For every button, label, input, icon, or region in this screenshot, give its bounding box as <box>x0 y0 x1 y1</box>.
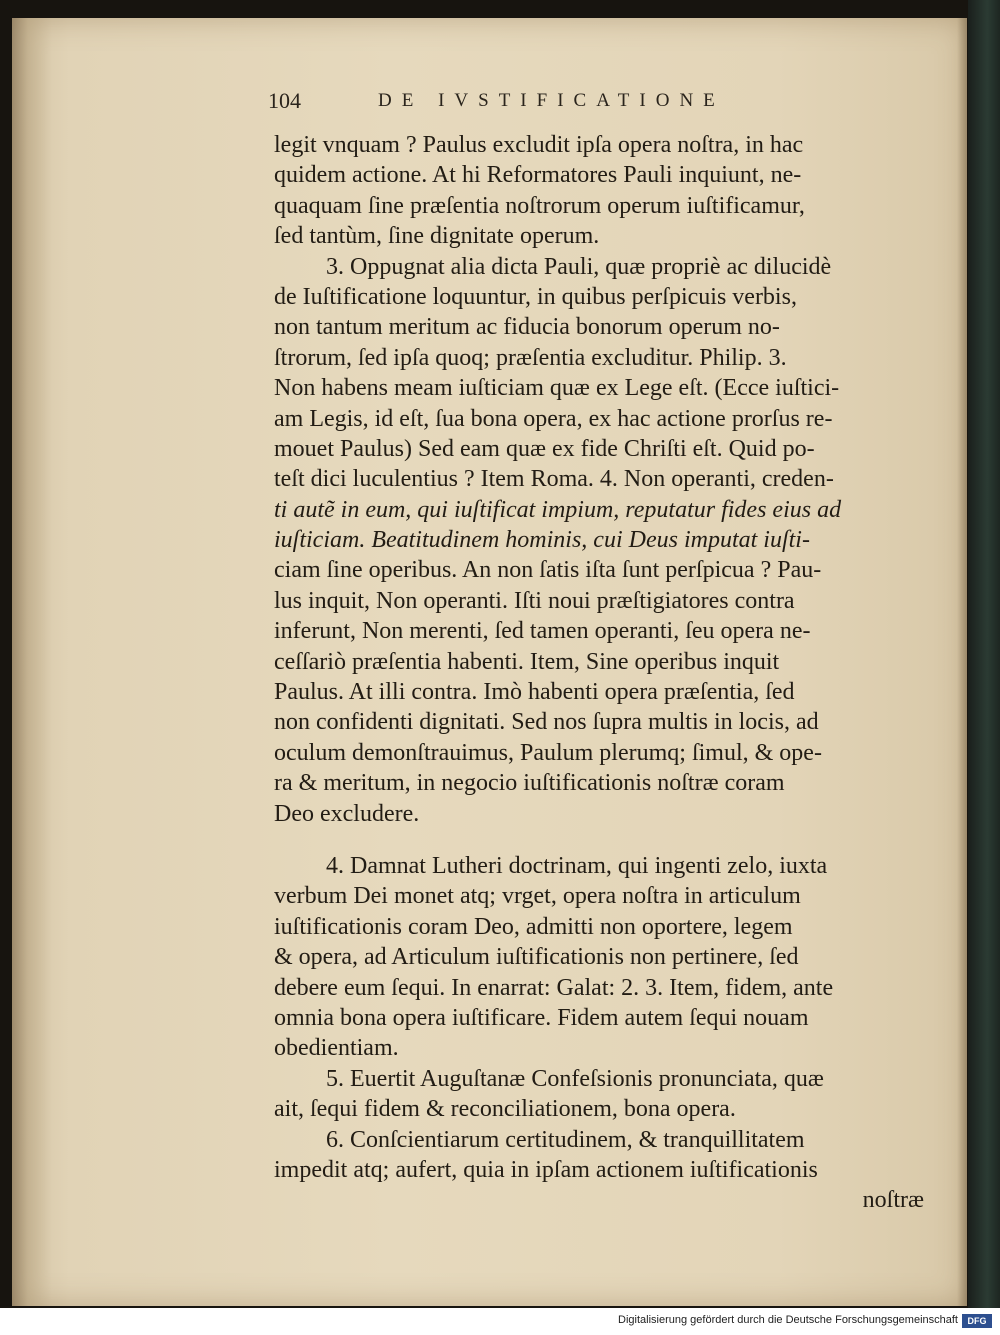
running-head <box>268 88 828 118</box>
text-line: iuſticiam. Beatitudinem hominis, cui Deus imputat iuſti- <box>274 527 810 554</box>
paragraph-gap <box>274 829 924 851</box>
text-line: & opera, ad Articulum iuſtificationis non pertinere, ſed <box>274 944 799 971</box>
text-line: legit vnquam ? Paulus excludit ipſa opera noſtra, in hac <box>274 132 804 158</box>
body-text <box>274 130 924 1216</box>
text-line: Paulus. At illi contra. Imò habenti opera præſentia, ſed <box>274 679 795 706</box>
text-line: teſt dici luculentius ? Item Roma. 4. Non operanti, creden- <box>274 466 834 493</box>
text-line: mouet Paulus) Sed eam quæ ex fide Chriſti eſt. Quid po- <box>274 435 815 462</box>
text-line: oculum demonſtrauimus, Paulum plerumq; ſimul, & ope- <box>274 739 822 766</box>
dfg-logo: DFG <box>962 1314 992 1328</box>
text-line: impedit atq; aufert, quia in ipſam actionem iuſtificationis <box>274 1156 818 1183</box>
text-line: Deo excludere. <box>274 800 420 827</box>
text-line: omnia bona opera iuſtificare. Fidem autem ſequi nouam <box>274 1004 809 1031</box>
text-line: Non habens meam iuſticiam quæ ex Lege eſt. (Ecce iuſtici- <box>274 375 840 402</box>
text-line: inferunt, Non merenti, ſed tamen operanti, ſeu opera ne- <box>274 618 811 645</box>
text-line: quaquam ſine præſentia noſtrorum operum iuſtificamur, <box>274 192 805 219</box>
book-cover-edge <box>968 0 1000 1308</box>
running-head-title: DE IVSTIFICATIONE <box>378 90 725 111</box>
text-line: ti autẽ in eum, qui iuſtificat impium, reputatur fides eius ad <box>274 496 842 523</box>
text-line: non tantum meritum ac fiducia bonorum operum no- <box>274 314 780 341</box>
text-line: 3. Oppugnat alia dicta Pauli, quæ propriè ac dilucidè <box>326 253 832 280</box>
text-line: ait, ſequi fidem & reconciliationem, bona opera. <box>274 1096 736 1123</box>
text-line: ſtrorum, ſed ipſa quoq; præſentia excluditur. Philip. 3. <box>274 344 787 371</box>
page-edge-shadow <box>957 18 967 1306</box>
text-line: de Iuſtificatione loquuntur, in quibus perſpicuis verbis, <box>274 283 797 310</box>
text-line: 5. Euertit Auguſtanæ Confeſsionis pronunciata, quæ <box>326 1065 824 1092</box>
text-line: 6. Conſcientiarum certitudinem, & tranquillitatem <box>326 1126 805 1153</box>
text-line: noſtræ <box>862 1187 924 1214</box>
footer-credit: Digitalisierung gefördert durch die Deutsche Forschungsgemeinschaft <box>618 1314 958 1326</box>
text-line: ceſſariò præſentia habenti. Item, Sine operibus inquit <box>274 648 780 675</box>
text-line: iuſtificationis coram Deo, admitti non oportere, legem <box>274 913 793 940</box>
text-line: 4. Damnat Lutheri doctrinam, qui ingenti zelo, iuxta <box>326 852 828 879</box>
text-line: lus inquit, Non operanti. Iſti noui præſtigiatores contra <box>274 587 795 614</box>
text-line: ſed tantùm, ſine dignitate operum. <box>274 223 600 250</box>
text-line: am Legis, id eſt, ſua bona opera, ex hac actione prorſus re- <box>274 405 833 432</box>
page-gutter-shadow <box>12 18 52 1306</box>
text-line: quidem actione. At hi Reformatores Pauli inquiunt, ne- <box>274 162 802 189</box>
text-line: non confidenti dignitati. Sed nos ſupra multis in locis, ad <box>274 709 819 736</box>
text-line: ra & meritum, in negocio iuſtificationis noſtræ coram <box>274 770 785 797</box>
text-line: verbum Dei monet atq; vrget, opera noſtra in articulum <box>274 883 801 910</box>
footer-bar <box>0 1308 1000 1335</box>
page-number: 104 <box>268 88 301 113</box>
text-line: obedientiam. <box>274 1035 399 1062</box>
text-line: debere eum ſequi. In enarrat: Galat: 2. 3. Item, fidem, ante <box>274 974 834 1001</box>
text-line: ciam ſine operibus. An non ſatis iſta ſunt perſpicua ? Pau- <box>274 557 822 584</box>
